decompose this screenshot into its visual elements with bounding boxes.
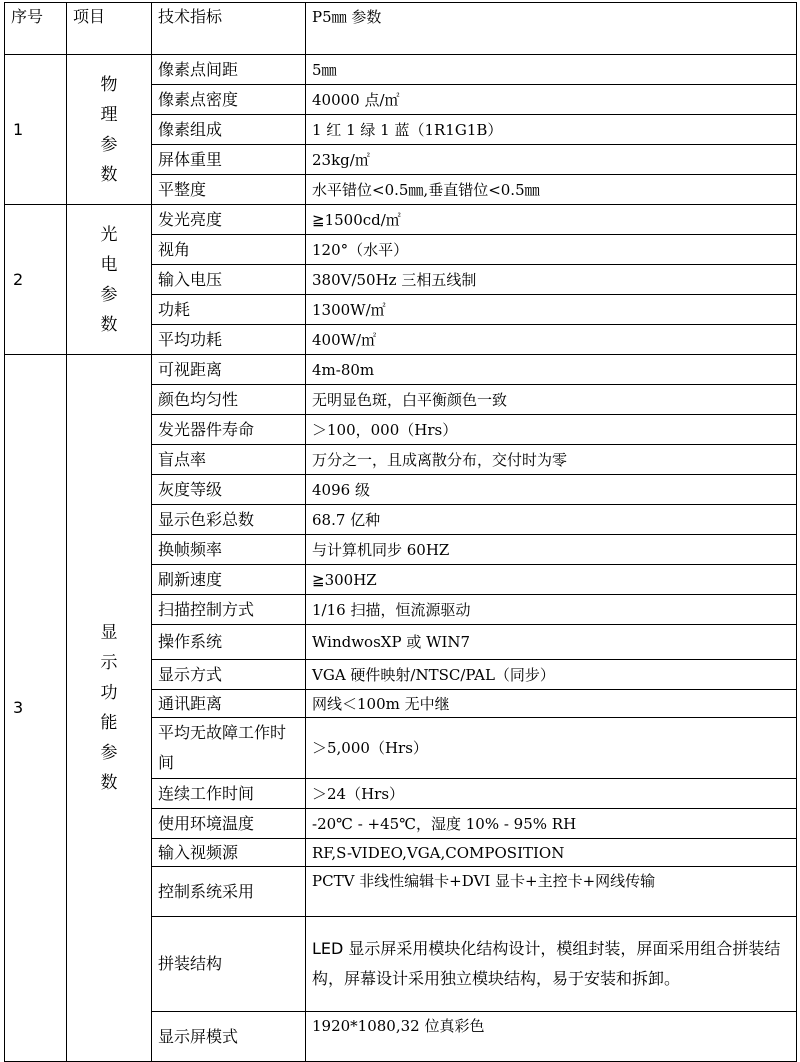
- spec-indicator: 像素点密度: [152, 85, 306, 115]
- header-param: P5㎜ 参数: [306, 3, 797, 55]
- group-category: [67, 205, 152, 355]
- spec-value: ≧300HZ: [306, 565, 797, 595]
- spec-value: PCTV 非线性编辑卡+DVI 显卡+主控卡+网线传输: [306, 867, 797, 917]
- spec-indicator: 可视距离: [152, 355, 306, 385]
- spec-indicator: 平均功耗: [152, 325, 306, 355]
- spec-indicator: 换帧频率: [152, 535, 306, 565]
- spec-value: RF,S-VIDEO,VGA,COMPOSITION: [306, 839, 797, 867]
- spec-indicator: 刷新速度: [152, 565, 306, 595]
- spec-indicator: 屏体重里: [152, 145, 306, 175]
- table-row: [5, 55, 797, 85]
- table-row: [5, 205, 797, 235]
- table-row: [5, 355, 797, 385]
- header-row: [5, 3, 797, 55]
- spec-indicator: 拼装结构: [152, 917, 306, 1012]
- spec-value: 68.7 亿种: [306, 505, 797, 535]
- spec-value: 380V/50Hz 三相五线制: [306, 265, 797, 295]
- spec-value: WindwosXP 或 WIN7: [306, 625, 797, 660]
- group-category-label: 光电参数: [100, 224, 118, 335]
- spec-value: -20℃ - +45℃，湿度 10% - 95% RH: [306, 809, 797, 839]
- spec-indicator: 灰度等级: [152, 475, 306, 505]
- spec-indicator: 输入视频源: [152, 839, 306, 867]
- spec-indicator: 连续工作时间: [152, 779, 306, 809]
- spec-value: 23kg/㎡: [306, 145, 797, 175]
- spec-value: 水平错位<0.5㎜,垂直错位<0.5㎜: [306, 175, 797, 205]
- group-category: [67, 55, 152, 205]
- spec-indicator: 使用环境温度: [152, 809, 306, 839]
- group-index: 3: [5, 355, 67, 1062]
- group-category: [67, 355, 152, 1062]
- spec-value: 1 红 1 绿 1 蓝（1R1G1B）: [306, 115, 797, 145]
- spec-value: ＞5,000（Hrs）: [306, 718, 797, 779]
- spec-value: LED 显示屏采用模块化结构设计，模组封装，屏面采用组合拼装结构，屏幕设计采用独立模块结构，易于安装和拆卸。: [306, 917, 797, 1012]
- spec-value: 120°（水平）: [306, 235, 797, 265]
- header-category: 项目: [67, 3, 152, 55]
- spec-value: VGA 硬件映射/NTSC/PAL（同步）: [306, 660, 797, 690]
- spec-value: ＞24（Hrs）: [306, 779, 797, 809]
- spec-value: 40000 点/㎡: [306, 85, 797, 115]
- spec-value: 1920*1080,32 位真彩色: [306, 1012, 797, 1062]
- spec-value: 5㎜: [306, 55, 797, 85]
- spec-indicator: 视角: [152, 235, 306, 265]
- header-indicator: 技术指标: [152, 3, 306, 55]
- spec-indicator: 扫描控制方式: [152, 595, 306, 625]
- group-category-label: 显示功能参数: [100, 623, 118, 793]
- spec-value: 与计算机同步 60HZ: [306, 535, 797, 565]
- spec-indicator: 显示屏模式: [152, 1012, 306, 1062]
- spec-indicator: 平均无故障工作时间: [152, 718, 306, 779]
- spec-indicator: 功耗: [152, 295, 306, 325]
- spec-value: 1300W/㎡: [306, 295, 797, 325]
- spec-value: 400W/㎡: [306, 325, 797, 355]
- group-index: 2: [5, 205, 67, 355]
- spec-value: 无明显色斑，白平衡颜色一致: [306, 385, 797, 415]
- spec-indicator: 发光亮度: [152, 205, 306, 235]
- group-category-label: 物理参数: [100, 74, 118, 185]
- spec-indicator: 颜色均匀性: [152, 385, 306, 415]
- spec-value: 4m-80m: [306, 355, 797, 385]
- spec-indicator: 显示色彩总数: [152, 505, 306, 535]
- group-index: 1: [5, 55, 67, 205]
- spec-value: 万分之一，且成离散分布，交付时为零: [306, 445, 797, 475]
- spec-value: 1/16 扫描，恒流源驱动: [306, 595, 797, 625]
- spec-value: 4096 级: [306, 475, 797, 505]
- spec-value: ≧1500cd/㎡: [306, 205, 797, 235]
- spec-indicator: 平整度: [152, 175, 306, 205]
- header-index: 序号: [5, 3, 67, 55]
- spec-indicator: 操作系统: [152, 625, 306, 660]
- spec-indicator: 控制系统采用: [152, 867, 306, 917]
- spec-table: [4, 2, 797, 1062]
- spec-indicator: 输入电压: [152, 265, 306, 295]
- spec-indicator: 发光器件寿命: [152, 415, 306, 445]
- spec-indicator: 像素组成: [152, 115, 306, 145]
- spec-indicator: 盲点率: [152, 445, 306, 475]
- spec-value: ＞100，000（Hrs）: [306, 415, 797, 445]
- spec-value: 网线＜100m 无中继: [306, 690, 797, 718]
- spec-indicator: 通讯距离: [152, 690, 306, 718]
- spec-indicator: 像素点间距: [152, 55, 306, 85]
- spec-indicator: 显示方式: [152, 660, 306, 690]
